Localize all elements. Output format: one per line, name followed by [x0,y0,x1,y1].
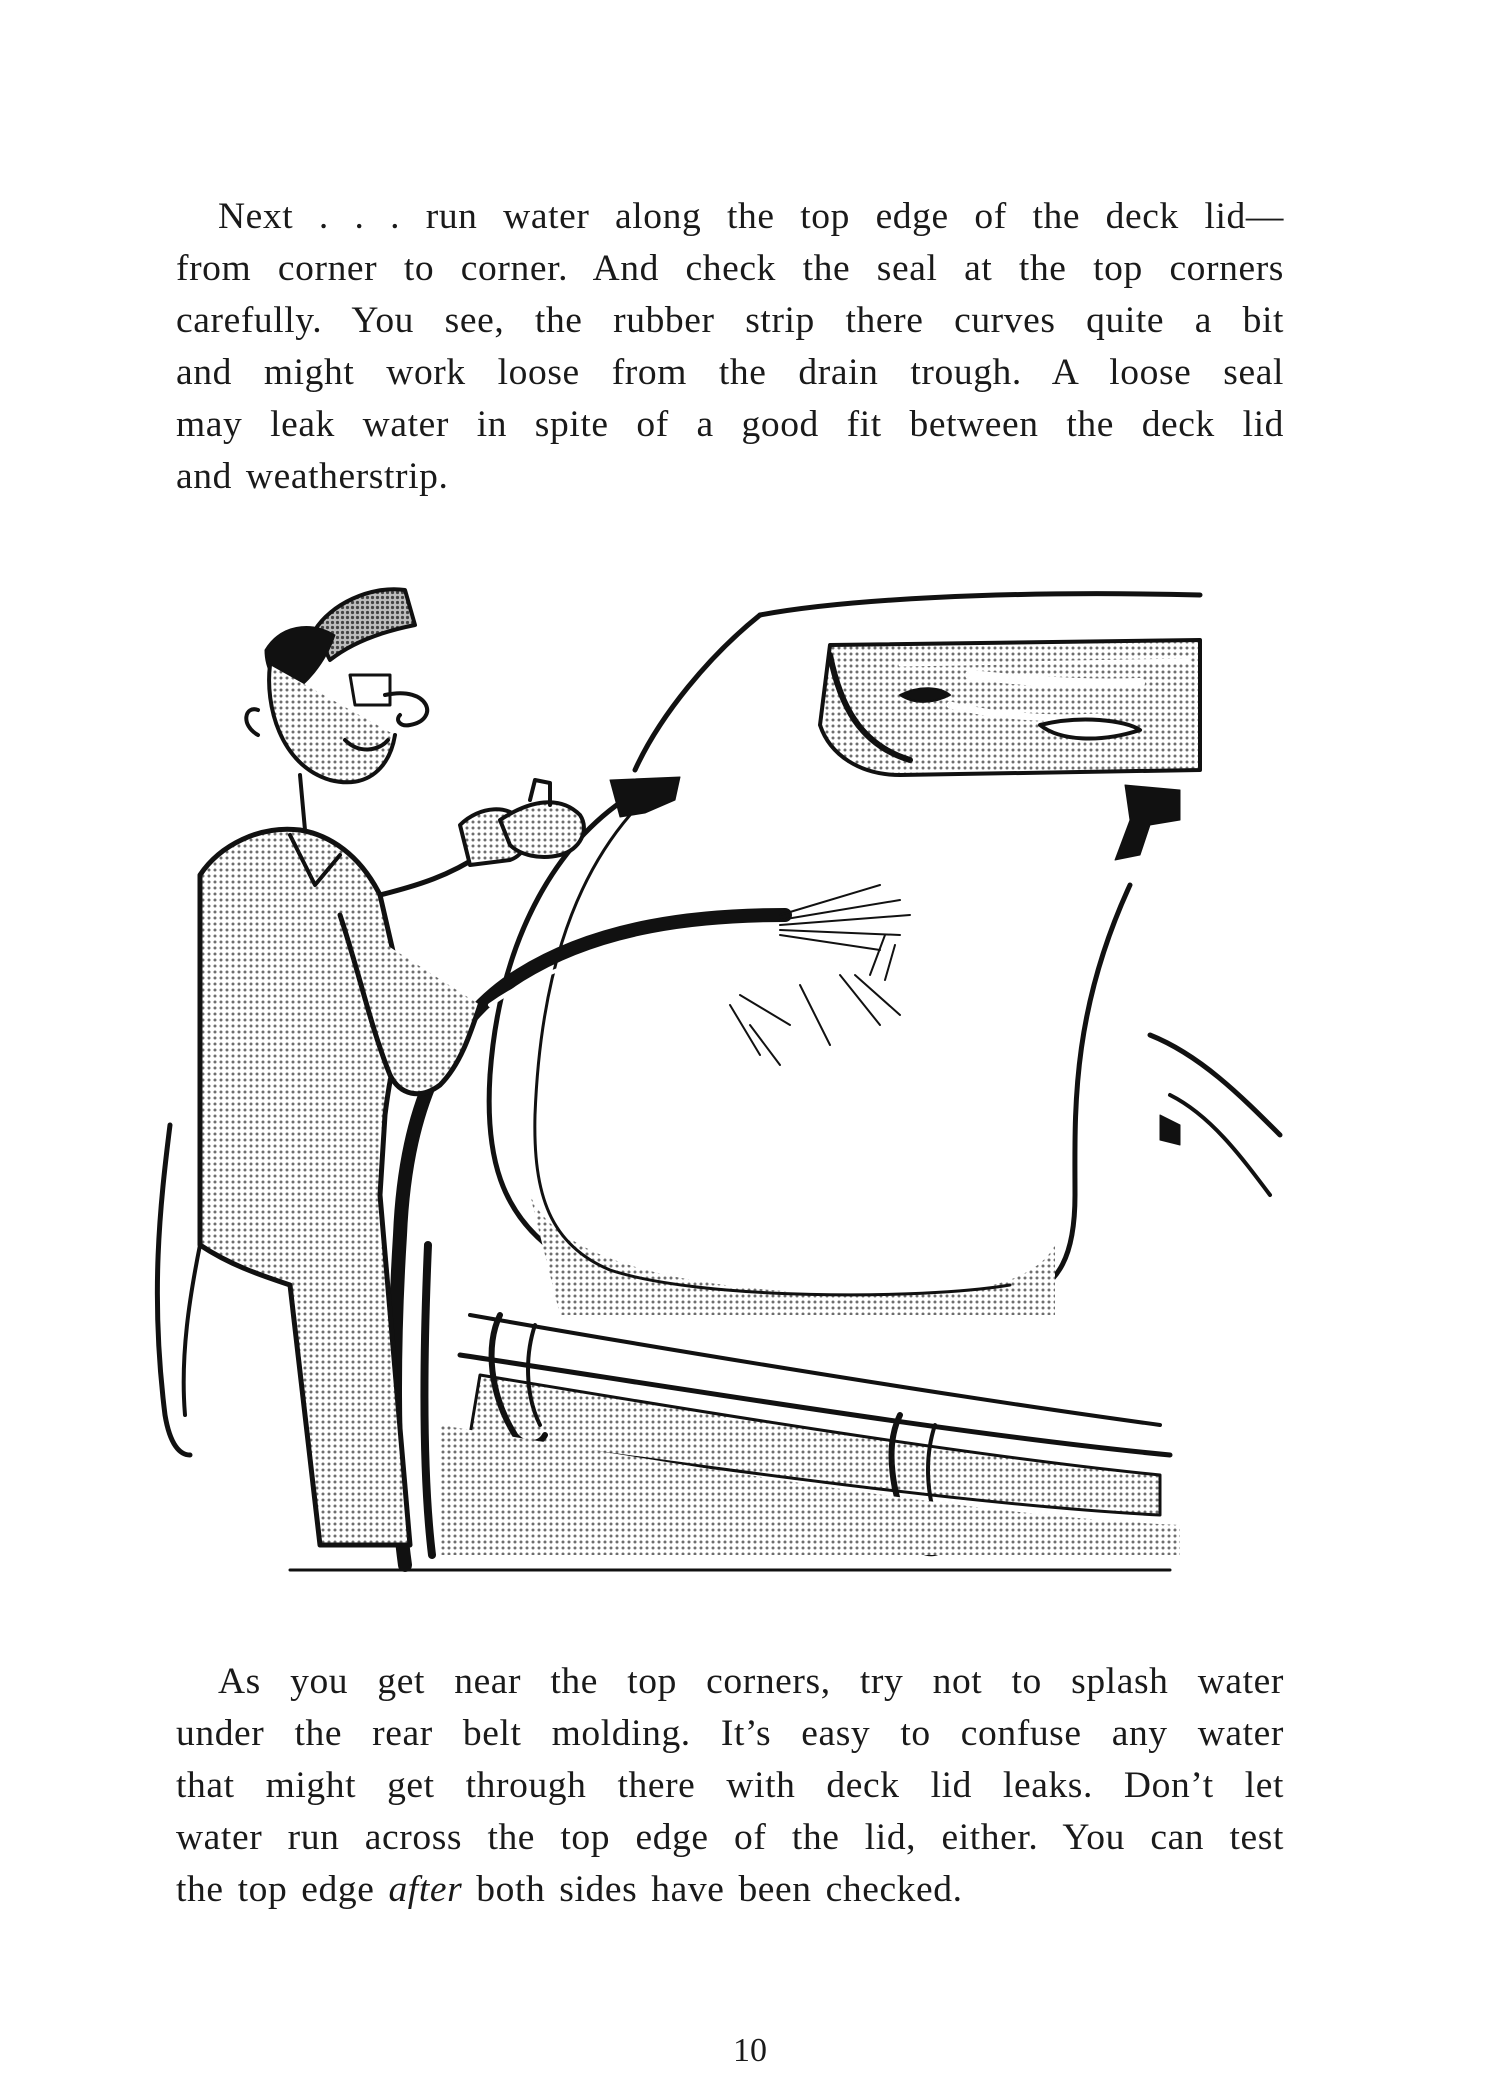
paragraph-line: water run across the top edge of the lid, either. You can test [176,1817,1284,1858]
line-text: both sides have been checked. [462,1869,963,1910]
paragraph-line: from corner to corner. And check the seal at the top corners [176,248,1284,289]
mechanic-hosing-car-illustration [140,555,1300,1575]
emphasis-after: after [388,1869,463,1910]
paragraph-line [176,1864,1284,1916]
paragraph-line: may leak water in spite of a good fit between the deck lid [176,404,1284,445]
paragraph-line: that might get through there with deck lid leaks. Don’t let [176,1765,1284,1806]
paragraph-line: carefully. You see, the rubber strip there curves quite a bit [176,300,1284,341]
paragraph-top-corners-advice [176,1656,1284,1916]
line-text: the top edge [176,1869,389,1910]
paragraph-line: and might work loose from the drain trough. A loose seal [176,352,1284,393]
paragraph-line: As you get near the top corners, try not to splash water [218,1661,1284,1702]
paragraph-line: under the rear belt molding. It’s easy to confuse any water [176,1713,1284,1754]
paragraph-line: Next . . . run water along the top edge of the deck lid— [218,196,1284,237]
page-number: 10 [733,2032,767,2069]
paragraph-deck-lid-top-edge [176,191,1284,503]
paragraph-line: and weatherstrip. [176,456,449,497]
